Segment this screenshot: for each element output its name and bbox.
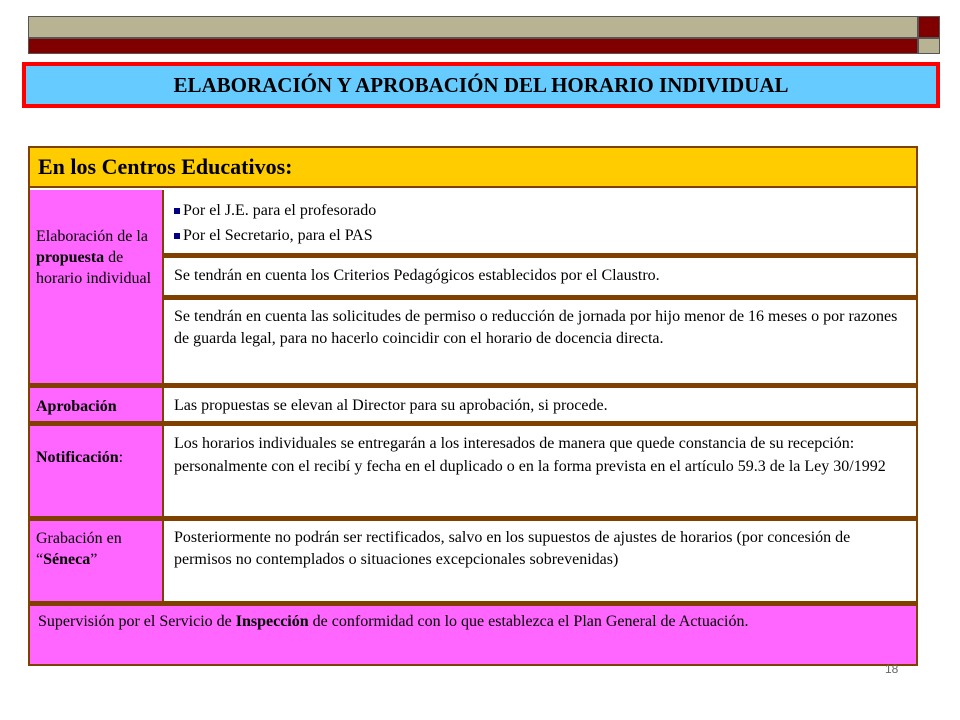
aprobacion-text: Las propuestas se elevan al Director para su aprobación, si procede.	[174, 397, 608, 414]
slide-title-box	[22, 62, 940, 108]
label-notificacion-suffix: :	[118, 449, 124, 466]
supervision-pre: Supervisión por el Servicio de	[38, 613, 236, 630]
supervision-bold: Inspección	[235, 613, 309, 630]
criterios-text: Se tendrán en cuenta los Criterios Pedagógicos establecidos por el Claustro.	[174, 267, 660, 284]
slide-title: ELABORACIÓN Y APROBACIÓN DEL HORARIO INDIVIDUAL	[173, 72, 789, 97]
table-header-text: En los Centros Educativos:	[38, 154, 293, 179]
label-aprobacion-text: Aprobación	[36, 398, 117, 415]
cell-aprobacion	[164, 388, 916, 424]
label-elaboracion	[30, 190, 164, 386]
bullet-text: Por el J.E. para el profesorado	[183, 202, 377, 219]
grabacion-text: Posteriormente no podrán ser rectificados, salvo en los supuestos de ajustes de horarios (por concesión de permisos no contemplados o situaciones excepcionales sobrevenidas)	[174, 529, 851, 568]
list-item	[174, 223, 908, 248]
supervision-row	[30, 606, 916, 664]
label-grabacion-pre: Grabación en “	[36, 530, 122, 568]
label-grabacion	[30, 521, 164, 604]
decor-bar-maroon	[28, 38, 918, 54]
label-notificacion-text: Notificación	[36, 449, 119, 466]
cell-bullets	[164, 190, 916, 253]
cell-notificacion	[164, 426, 916, 516]
label-elaboracion-pre: Elaboración de la	[36, 228, 148, 245]
table-header	[30, 148, 916, 188]
bullet-text: Por el Secretario, para el PAS	[183, 227, 373, 244]
label-elaboracion-bold: propuesta	[36, 249, 105, 266]
cell-grabacion	[164, 521, 916, 604]
label-grabacion-post: ”	[90, 551, 98, 568]
decor-bar-olive	[28, 16, 918, 38]
supervision-post: de conformidad con lo que establezca el Plan General de Actuación.	[308, 613, 749, 630]
page-number: 18	[885, 662, 899, 676]
solicitudes-text: Se tendrán en cuenta las solicitudes de permiso o reducción de jornada por hijo menor de 16 meses o por razones de guarda legal, para no hacerlo coincidir con el horario de docencia directa.	[174, 308, 898, 347]
cell-solicitudes	[164, 300, 916, 386]
label-notificacion	[30, 426, 164, 516]
label-elaboracion-post: de horario individual	[36, 249, 152, 287]
label-grabacion-bold: Séneca	[43, 551, 91, 568]
list-item	[174, 198, 908, 223]
content-table	[28, 146, 918, 666]
bullet-square-icon	[174, 233, 180, 239]
notificacion-text: Los horarios individuales se entregarán a los interesados de manera que quede constancia de su recepción: personalmente con el recibí y fecha en el duplicado o en la forma prevista en el artículo 59.3 de la Ley 30/1992	[174, 435, 886, 475]
bullet-square-icon	[174, 208, 180, 214]
decor-square-top	[918, 16, 940, 38]
cell-criterios	[164, 258, 916, 298]
decor-square-bottom	[918, 38, 940, 54]
label-aprobacion	[30, 388, 164, 424]
